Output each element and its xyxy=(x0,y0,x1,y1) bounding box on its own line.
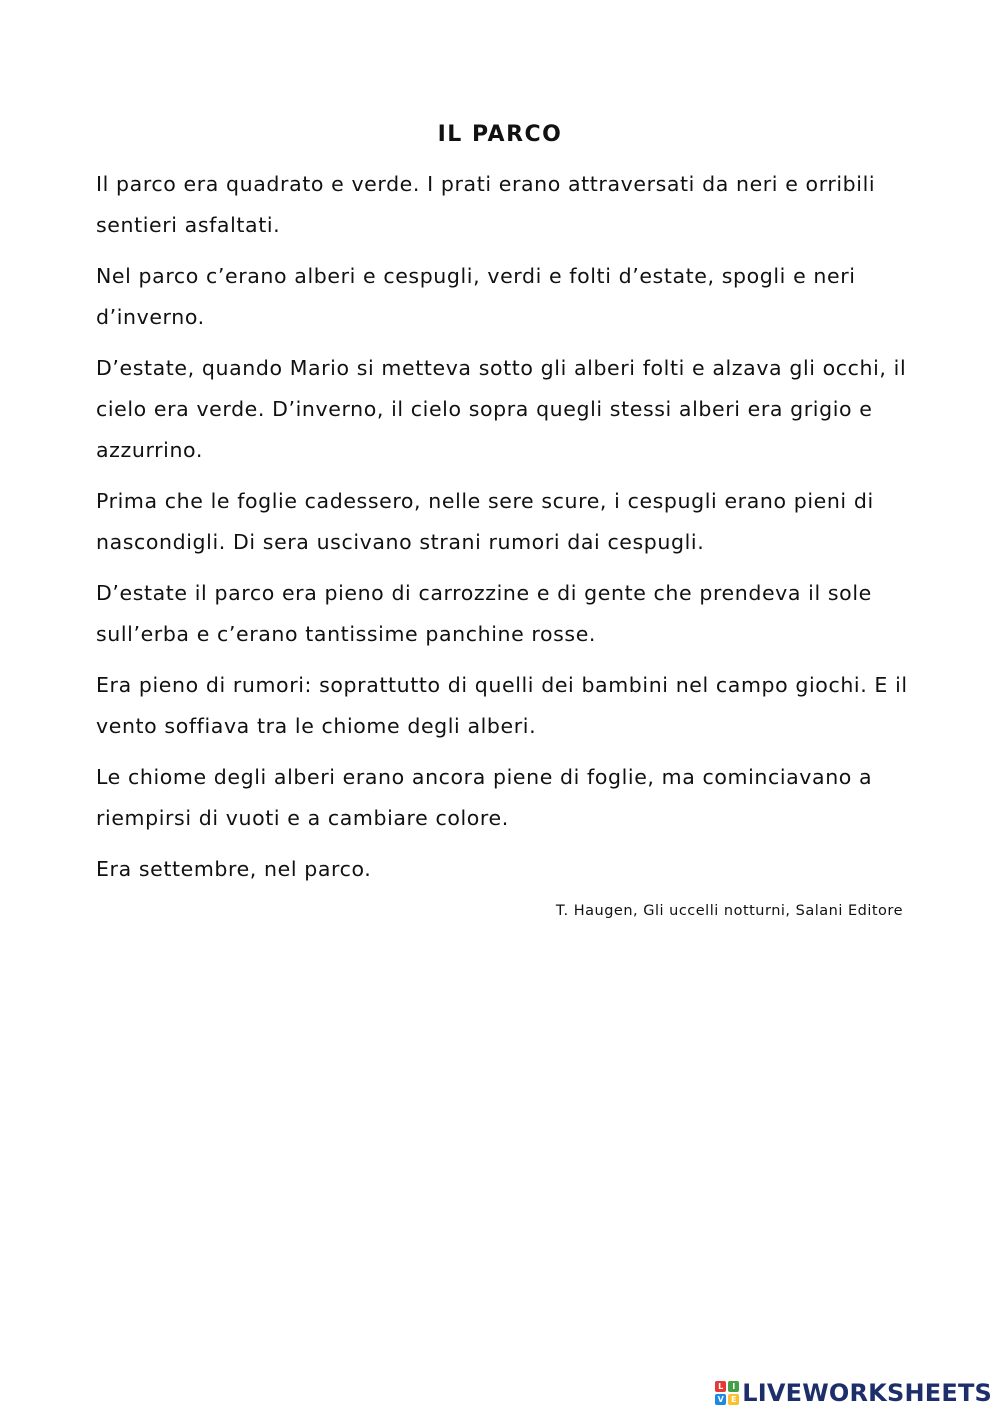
paragraph: Era settembre, nel parco. xyxy=(96,857,372,881)
paragraph: D’estate il parco era pieno di carrozzine e di gente che prendeva il sole sull’erba e c’erano tantissime panchine rosse. xyxy=(96,581,872,646)
page-title: IL PARCO xyxy=(437,122,563,147)
paragraph: Nel parco c’erano alberi e cespugli, verdi e folti d’estate, spogli e neri d’inverno. xyxy=(96,264,856,329)
logo-tile-l: L xyxy=(715,1381,726,1392)
logo-tile-v: V xyxy=(715,1394,726,1405)
paragraph: Le chiome degli alberi erano ancora piene di foglie, ma cominciavano a riempirsi di vuoti e a cambiare colore. xyxy=(96,765,873,830)
liveworksheets-wordmark: LIVEWORKSHEETS xyxy=(742,1379,992,1407)
paragraph: D’estate, quando Mario si metteva sotto gli alberi folti e alzava gli occhi, il cielo era verde. D’inverno, il cielo sopra quegli stessi alberi era grigio e azzurrino. xyxy=(96,356,907,462)
paragraph: Il parco era quadrato e verde. I prati erano attraversati da neri e orribili sentieri asfaltati. xyxy=(96,172,876,237)
logo-tile-e: E xyxy=(728,1394,739,1405)
paragraph: Era pieno di rumori: soprattutto di quelli dei bambini nel campo giochi. E il vento soffiava tra le chiome degli alberi. xyxy=(96,673,908,738)
paragraph: Prima che le foglie cadessero, nelle sere scure, i cespugli erano pieni di nascondigli. Di sera uscivano strani rumori dai cespugli. xyxy=(96,489,874,554)
source-citation: T. Haugen, Gli uccelli notturni, Salani Editore xyxy=(555,903,903,919)
liveworksheets-logo xyxy=(715,1379,992,1407)
story-text xyxy=(96,164,911,900)
liveworksheets-icon xyxy=(715,1381,739,1405)
logo-tile-i: I xyxy=(728,1381,739,1392)
